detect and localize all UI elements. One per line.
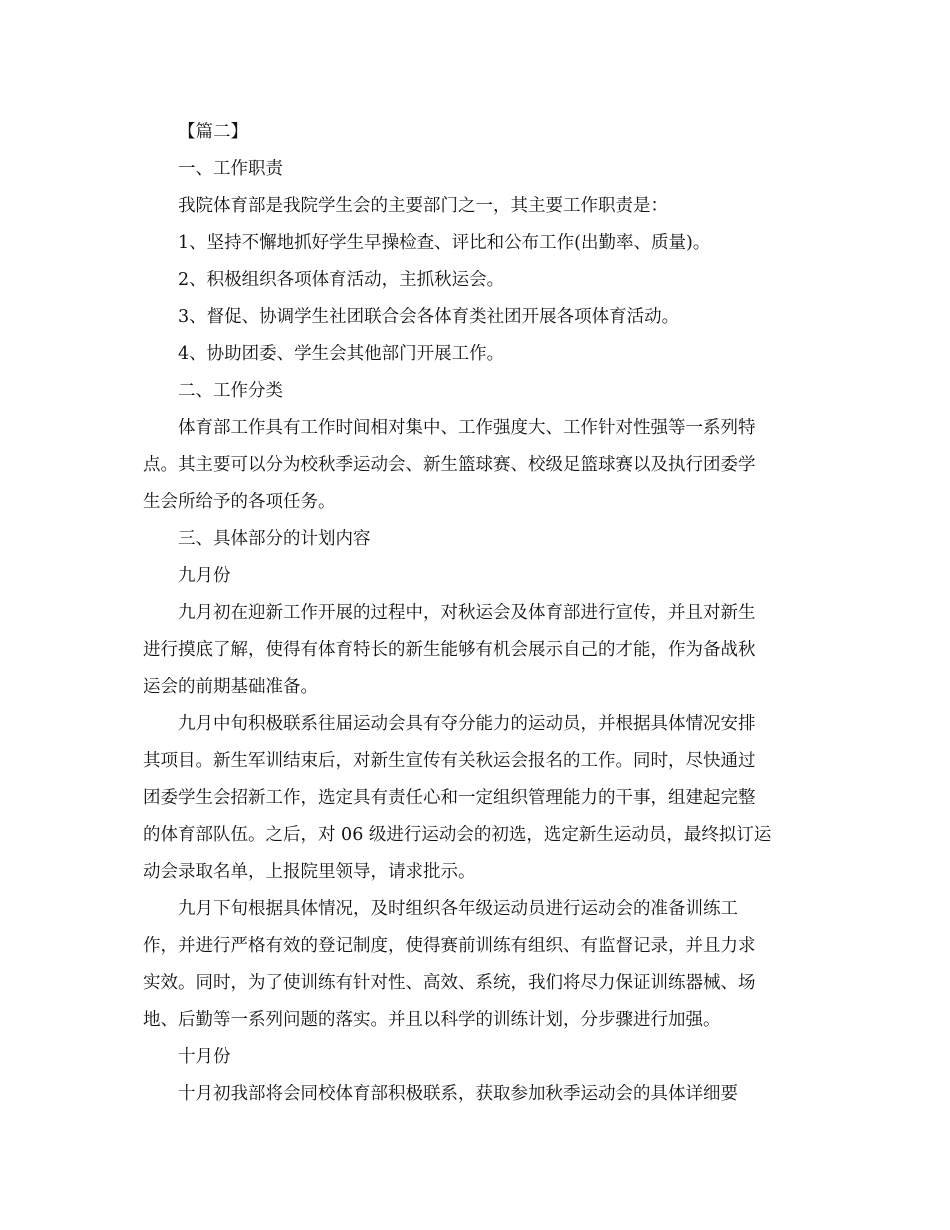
sep-mid-line: 团委学生会招新工作，选定具有责任心和一定组织管理能力的干事，组建起完整 [143,788,756,808]
sep-late-line: 九月下旬根据具体情况，及时组织各年级运动员进行运动会的准备训练工 [178,899,738,919]
heading-work-classification: 二、工作分类 [178,381,283,401]
sep-late-line: 实效。同时，为了使训练有针对性、高效、系统，我们将尽力保证训练器械、场 [143,973,756,993]
duty-item: 2、积极组织各项体育活动，主抓秋运会。 [178,270,505,290]
oct-early-line: 十月初我部将会同校体育部积极联系，获取参加秋季运动会的具体详细要 [178,1084,738,1104]
classification-line: 体育部工作具有工作时间相对集中、工作强度大、工作针对性强等一系列特 [178,418,756,438]
heading-work-duties: 一、工作职责 [178,159,283,179]
sep-early-line: 九月初在迎新工作开展的过程中，对秋运会及体育部进行宣传，并且对新生 [178,603,756,623]
heading-plan-content: 三、具体部分的计划内容 [178,529,371,549]
sep-mid-line: 其项目。新生军训结束后，对新生宣传有关秋运会报名的工作。同时，尽快通过 [143,751,756,771]
duty-item: 4、协助团委、学生会其他部门开展工作。 [178,344,505,364]
document-body [143,114,807,1113]
duty-item: 1、坚持不懈地抓好学生早操检查、评比和公布工作(出勤率、质量)。 [178,233,711,253]
sep-mid-line: 九月中旬积极联系往届运动会具有夺分能力的运动员，并根据具体情况安排 [178,714,756,734]
month-heading-october: 十月份 [178,1047,231,1067]
sep-early-line: 进行摸底了解，使得有体育特长的新生能够有机会展示自己的才能，作为备战秋 [143,640,756,660]
classification-line: 点。其主要可以分为校秋季运动会、新生篮球赛、校级足篮球赛以及执行团委学 [143,455,756,475]
sep-late-line: 作，并进行严格有效的登记制度，使得赛前训练有组织、有监督记录，并且力求 [143,936,756,956]
duties-intro: 我院体育部是我院学生会的主要部门之一，其主要工作职责是： [178,196,668,216]
classification-line: 生会所给予的各项任务。 [143,492,336,512]
duty-item: 3、督促、协调学生社团联合会各体育类社团开展各项体育活动。 [178,307,680,327]
section-marker: 【篇二】 [178,122,248,142]
sep-mid-line: 的体育部队伍。之后，对 06 级进行运动会的初选，选定新生运动员，最终拟订运 [143,825,772,845]
month-heading-september: 九月份 [178,566,231,586]
sep-late-line: 地、后勤等一系列问题的落实。并且以科学的训练计划，分步骤进行加强。 [143,1010,721,1030]
sep-early-line: 运会的前期基础准备。 [143,677,318,697]
sep-mid-line: 动会录取名单，上报院里领导，请求批示。 [143,862,476,882]
